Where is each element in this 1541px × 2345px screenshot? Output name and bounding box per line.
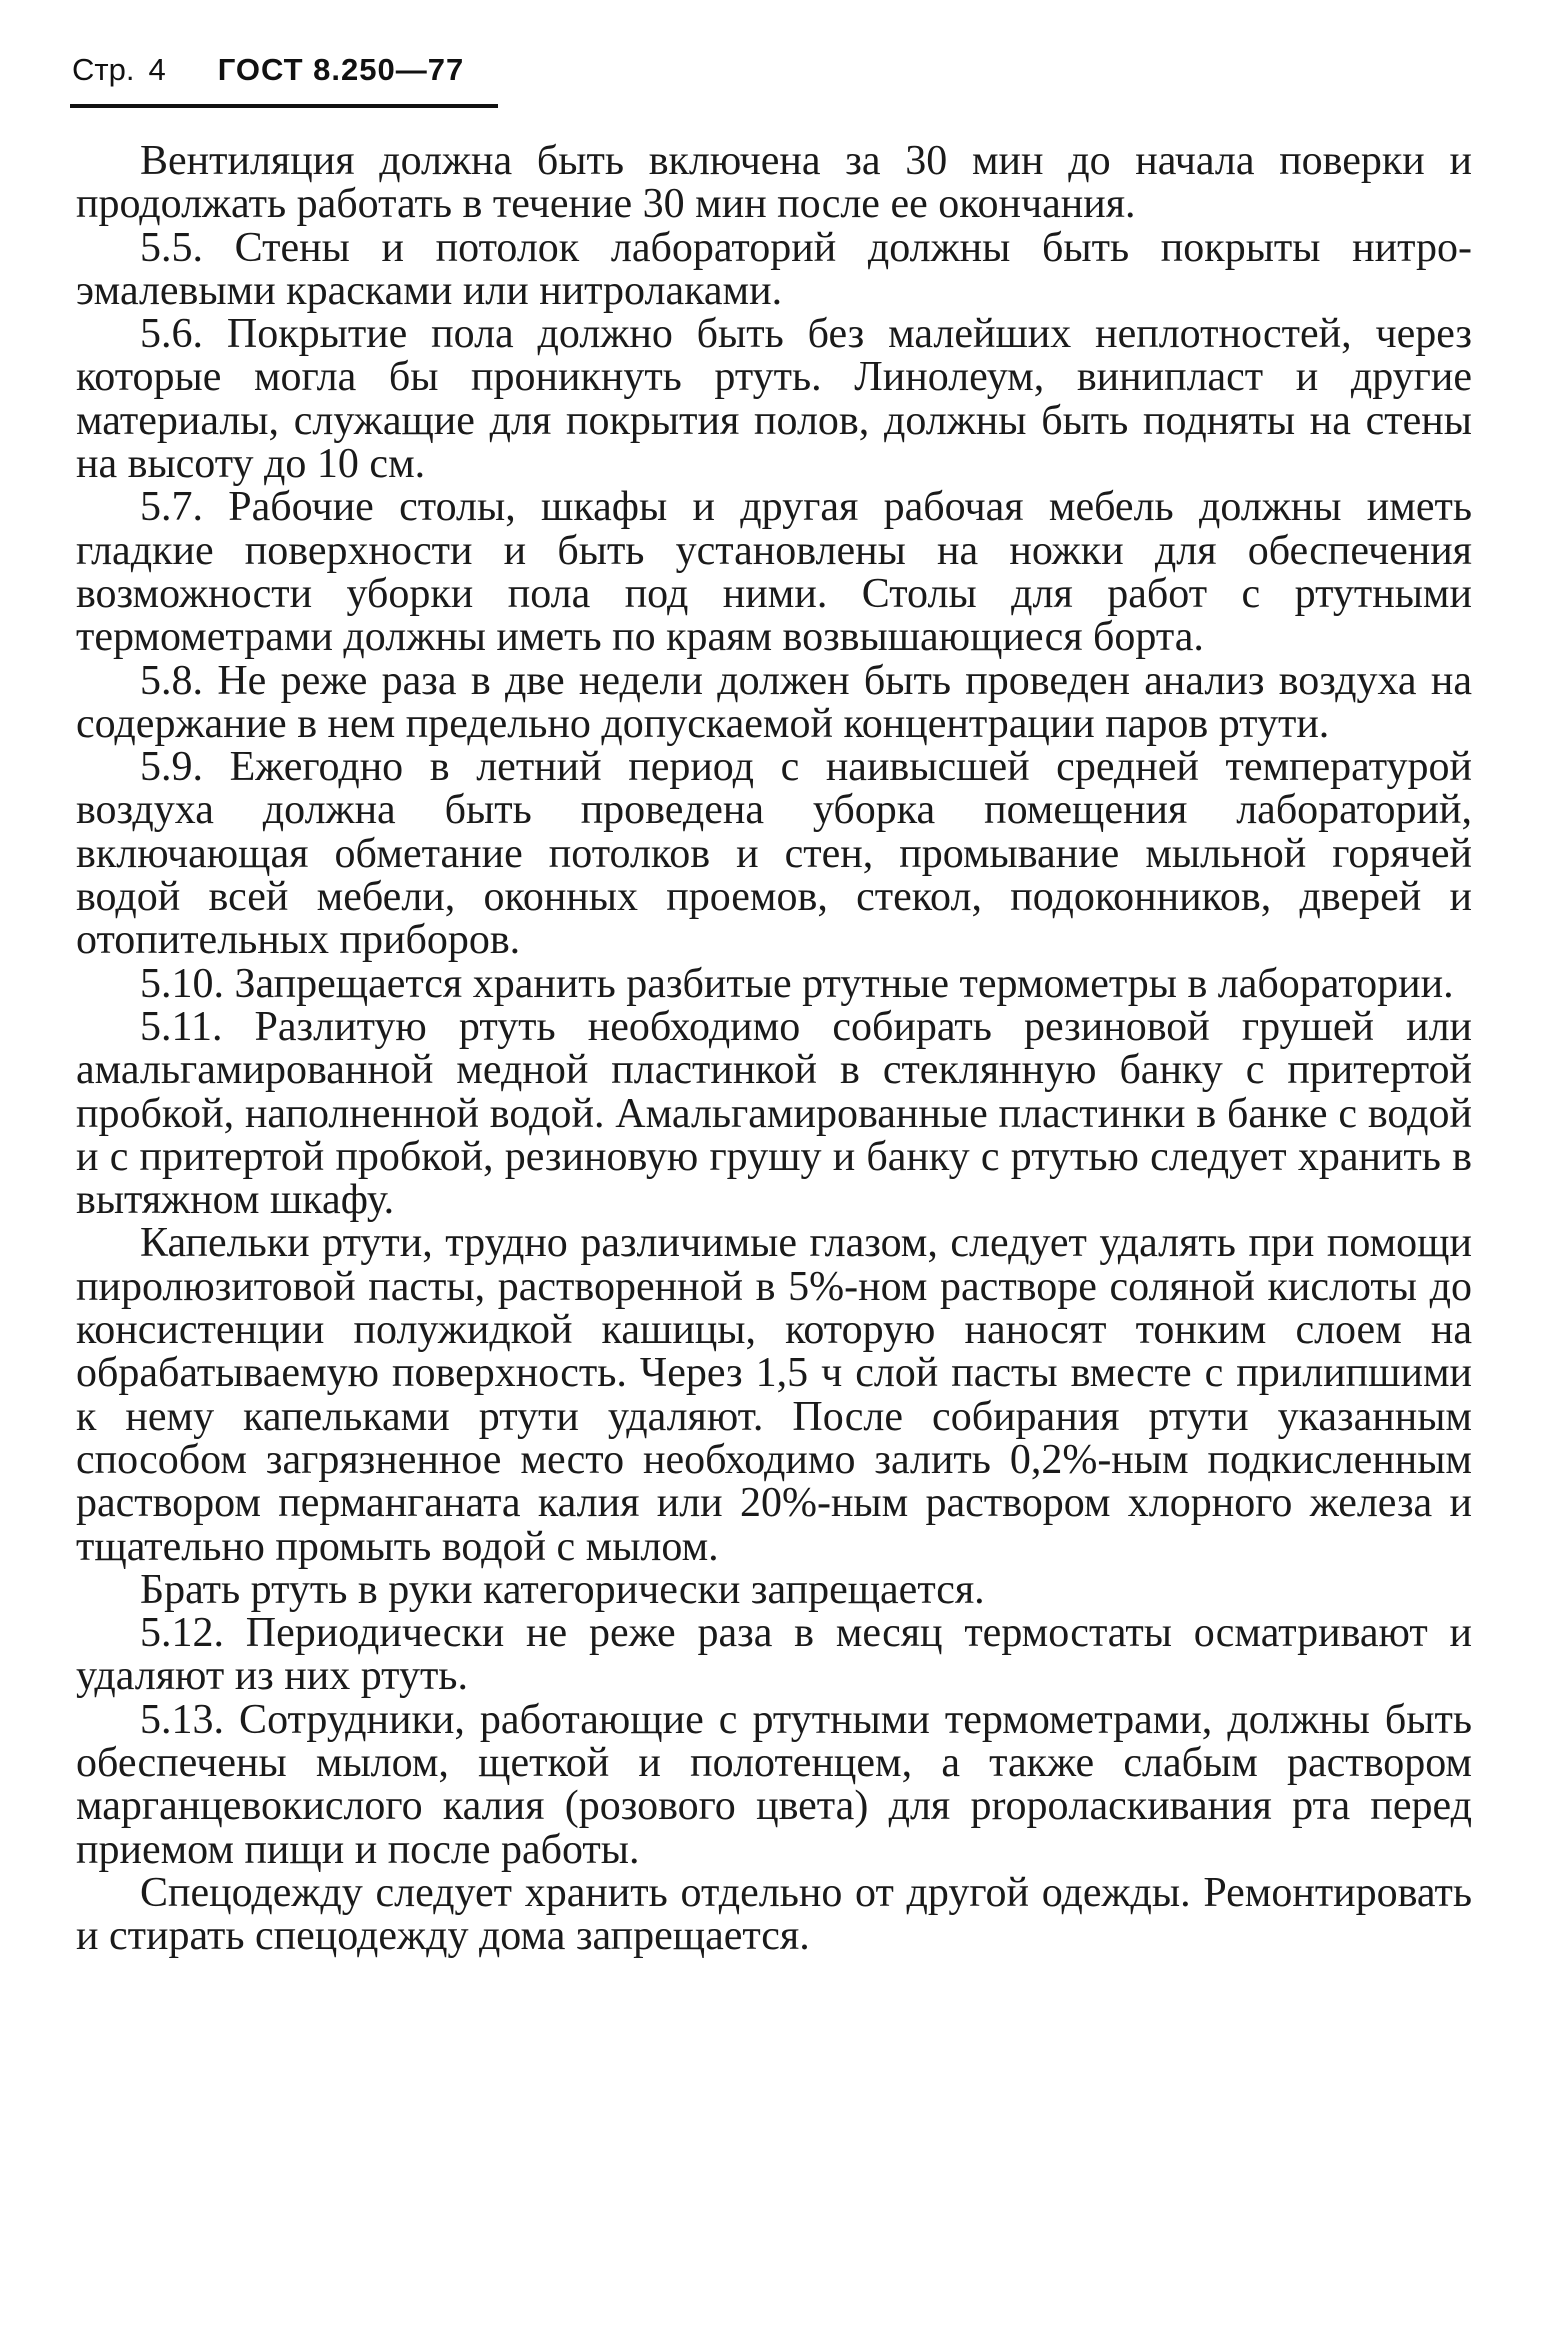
paragraph-5-6: 5.6. Покрытие пола должно быть без малейших неплотностей, через которые могла бы проникнуть ртуть. Линолеум, винипласт и другие материалы, служащие для покрытия полов, должны быть подняты на стены на высоту до 10 см.	[76, 311, 1472, 488]
page-header	[72, 52, 464, 88]
paragraph-5-10: 5.10. Запрещается хранить разбитые ртутные термометры в лаборатории.	[140, 960, 1454, 1007]
paragraph-5-11: 5.11. Разлитую ртуть необходимо собирать резиновой грушей или амальгамированной медной пластинкой в стеклянную банку с притертой пробкой, наполненной водой. Амальгамированные пластинки в банке с водой и с притертой пробкой, резиновую грушу и банку с ртутью следует хранить в вытяжном шкафу.	[76, 1003, 1472, 1224]
paragraph-5-7: 5.7. Рабочие столы, шкафы и другая рабочая мебель должны иметь гладкие поверхности и быть установлены на ножки для обеспечения возможности уборки пола под ними. Столы для работ с ртутными термометрами должны иметь по краям возвышающиеся борта.	[76, 484, 1472, 661]
header-rule	[70, 104, 498, 108]
paragraph-workwear: Спецодежду следует хранить отдельно от другой одежды. Ремонтировать и стирать спецодежду дома запрещается.	[76, 1869, 1472, 1960]
document-body	[76, 140, 1472, 1958]
paragraph-mercury-droplets: Капельки ртути, трудно различимые глазом, следует удалять при помощи пиролюзитовой пасты, растворенной в 5%-ном растворе соляной кислоты до консистенции полужидкой кашицы, которую наносят тонким слоем на обрабатываемую поверхность. Через 1,5 ч слой пасты вместе с прилипшими к нему капельками ртути удаляют. После собирания ртути указанным способом загрязненное место необходимо залить 0,2%-ным подкисленным раствором перманганата калия или 20%-ным раствором хлорного железа и тщательно промыть водой с мылом.	[76, 1220, 1472, 1570]
paragraph-5-5: 5.5. Стены и потолок лабораторий должны быть покрыты нитроэмалевыми красками или нитролаками.	[76, 224, 1472, 314]
paragraph-ventilation: Вентиляция должна быть включена за 30 мин до начала поверки и продолжать работать в течение 30 мин после ее окончания.	[76, 138, 1472, 228]
standard-designation: ГОСТ 8.250—77	[217, 52, 465, 87]
page-number: 4	[148, 52, 166, 87]
paragraph-5-12: 5.12. Периодически не реже раза в месяц термостаты осматривают и удаляют из них ртуть.	[76, 1610, 1472, 1700]
paragraph-5-8: 5.8. Не реже раза в две недели должен быть проведен анализ воздуха на содержание в нем предельно допускаемой концентрации паров ртути.	[76, 657, 1472, 747]
paragraph-hands-prohibited: Брать ртуть в руки категорически запрещается.	[140, 1566, 985, 1613]
page-prefix: Стр.	[72, 52, 135, 87]
paragraph-5-13: 5.13. Сотрудники, работающие с ртутными термометрами, должны быть обеспечены мылом, щеткой и полотенцем, а также слабым раствором марганцевокислого калия (розового цвета) для propoласкивания рта перед приемом пищи и после работы.	[76, 1696, 1472, 1873]
paragraph-5-9: 5.9. Ежегодно в летний период с наивысшей средней температурой воздуха должна быть проведена уборка помещения лабораторий, включающая обметание потолков и стен, промывание мыльной горячей водой всей мебели, оконных проемов, стекол, подоконников, дверей и отопительных приборов.	[76, 744, 1472, 964]
